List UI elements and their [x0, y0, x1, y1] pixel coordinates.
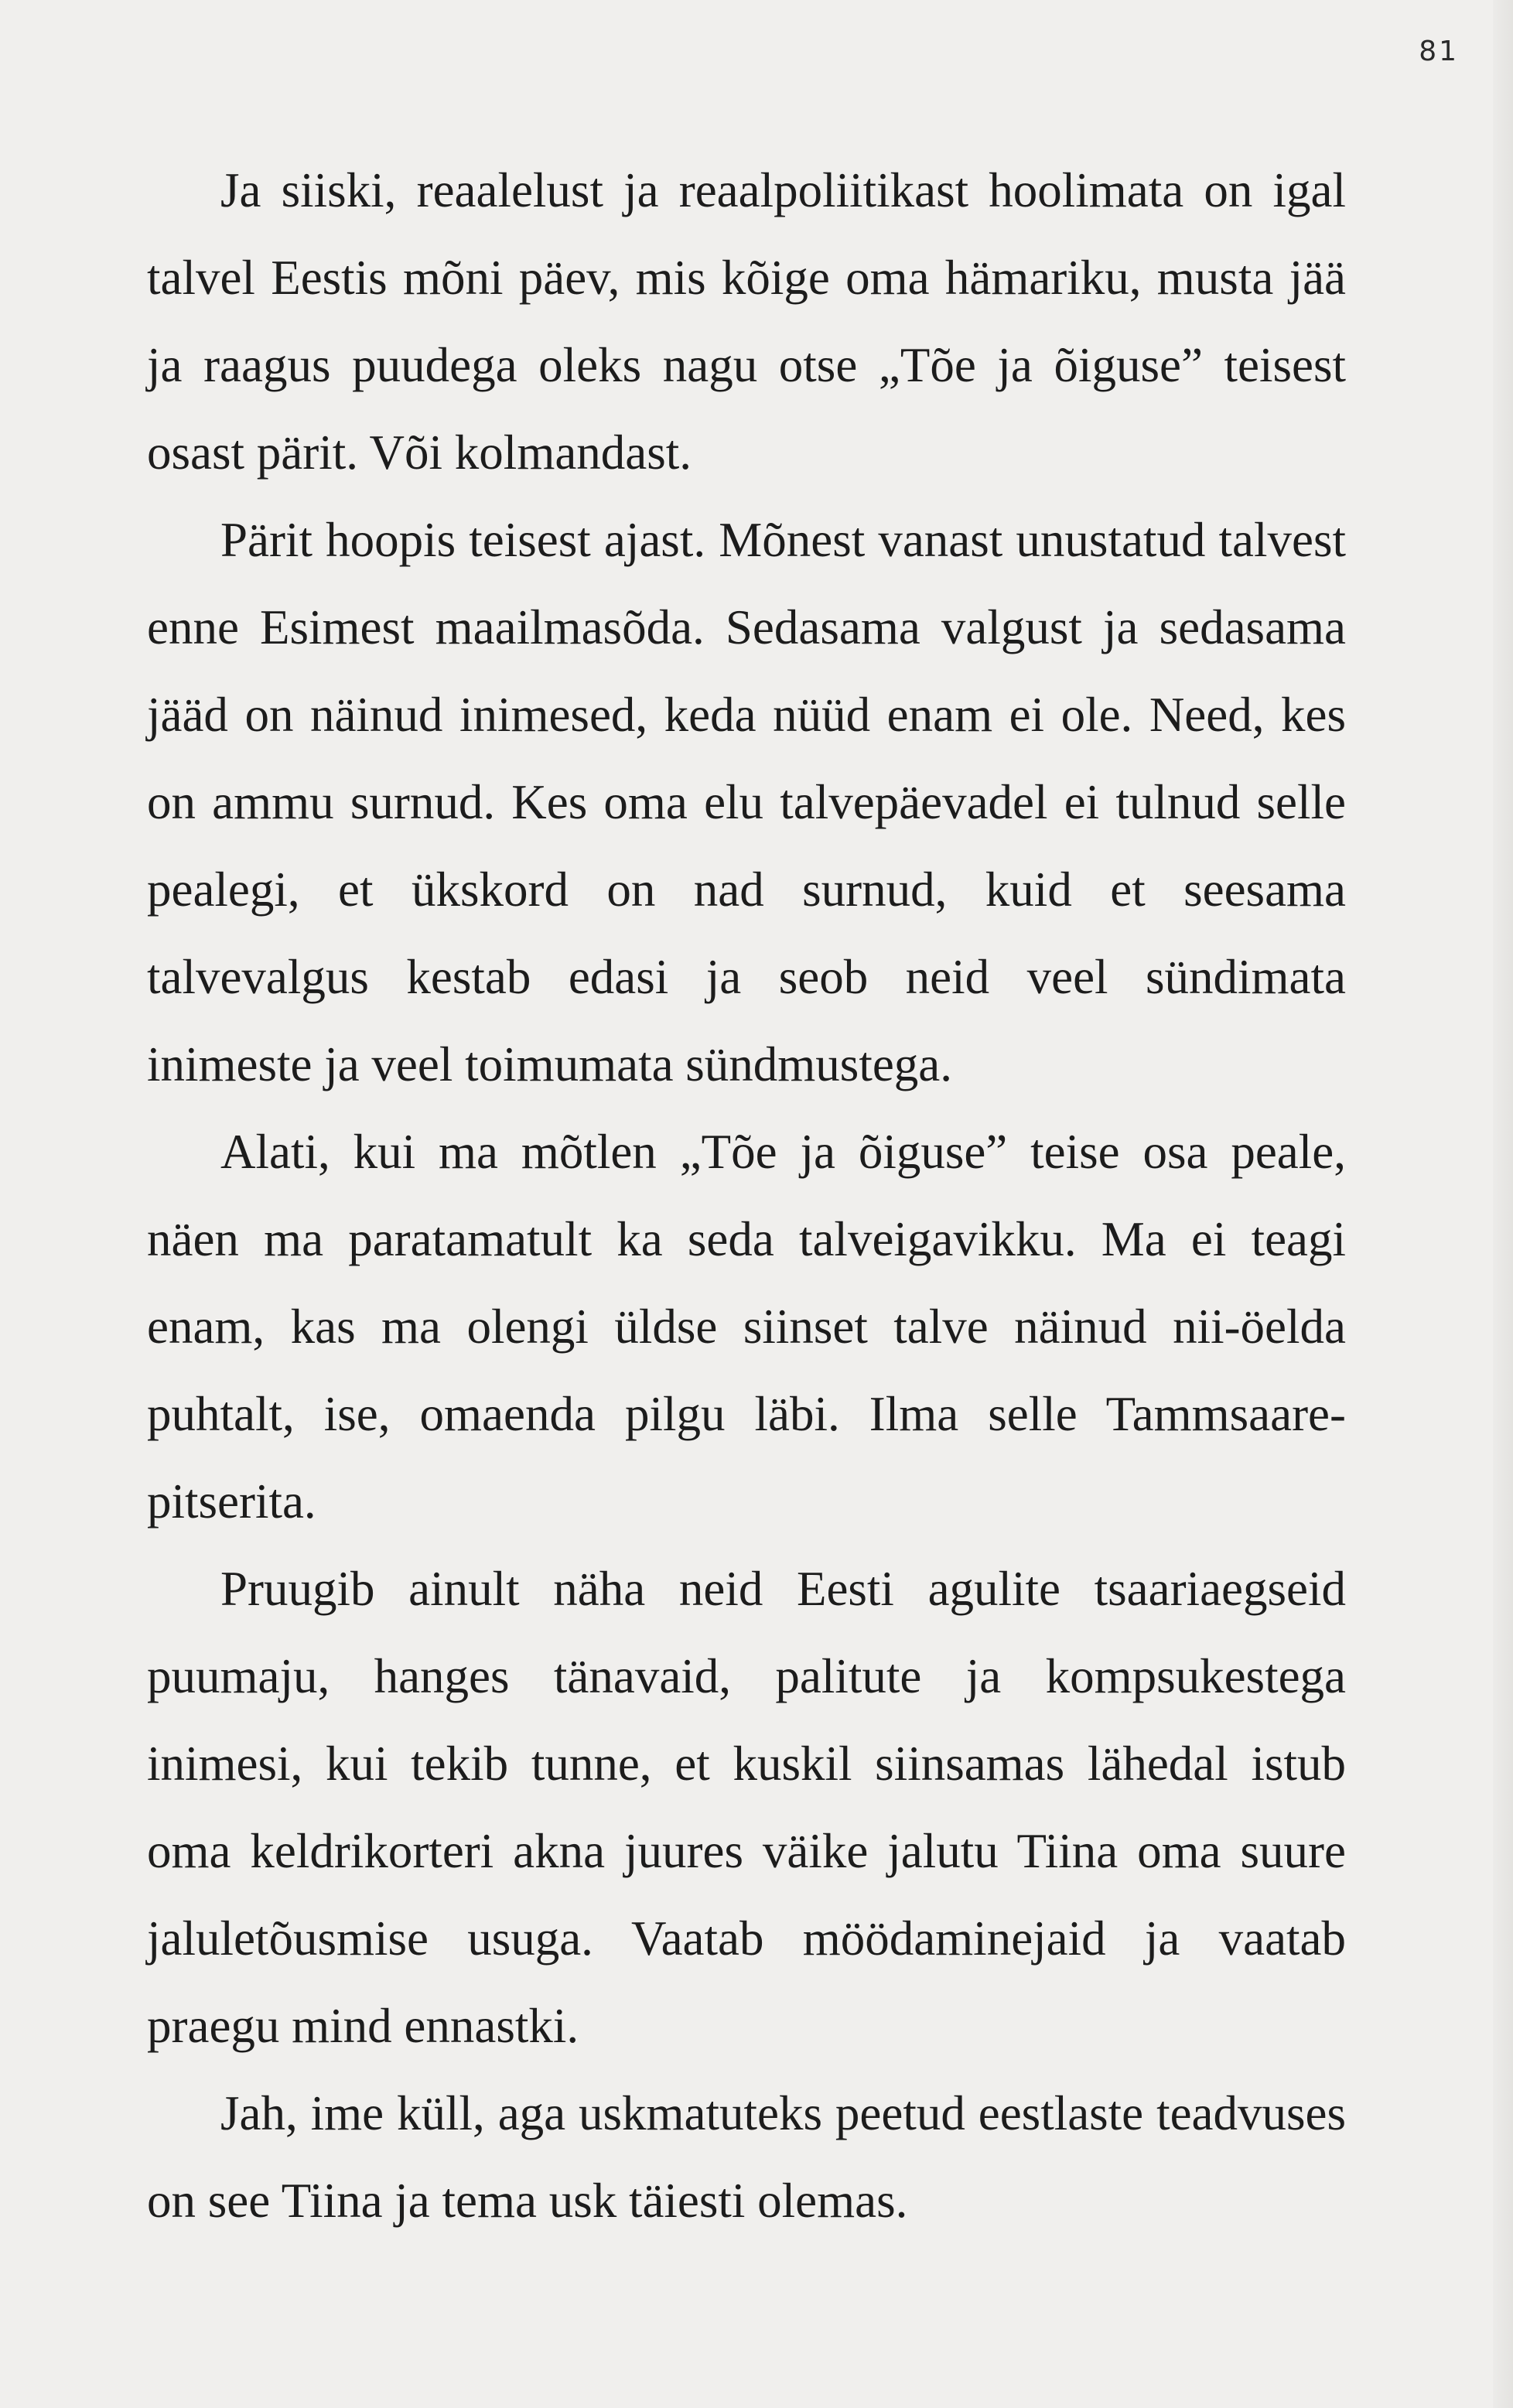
page-number: 81: [1419, 36, 1459, 67]
paragraph-1: Ja siiski, reaalelust ja reaalpoliitikast hoolimata on igal talvel Eestis mõni päev, mis kõige oma hämariku, musta jää ja raagus puudega oleks nagu otse „Tõe ja õiguse” teisest osast pärit. Või kolmandast.: [147, 163, 1346, 480]
page-gutter-shadow: [1493, 0, 1513, 2408]
paragraph-2: Pärit hoopis teisest ajast. Mõnest vanast unustatud talvest enne Esimest maailmasõda. Sedasama valgust ja sedasama jääd on näinud inimesed, keda nüüd enam ei ole. Need, kes on ammu surnud. Kes oma elu talvepäevadel ei tulnud selle pealegi, et ükskord on nad surnud, kuid et seesama talvevalgus kestab edasi ja seob neid veel sündimata inimeste ja veel toimumata sündmustega.: [147, 513, 1346, 1091]
body-text: [147, 147, 1346, 2245]
paragraph-4: Pruugib ainult näha neid Eesti agulite tsaariaegseid puumaju, hanges tänavaid, palitute ja kompsukestega inimesi, kui tekib tunne, et kuskil siinsamas lähedal istub oma keldrikorteri akna juures väike jalutu Tiina oma suure jaluletõusmise usuga. Vaatab möödaminejaid ja vaatab praegu mind ennastki.: [147, 1562, 1346, 2053]
paragraph-5: Jah, ime küll, aga uskmatuteks peetud eestlaste teadvuses on see Tiina ja tema usk täiesti olemas.: [147, 2086, 1346, 2228]
paragraph-3: Alati, kui ma mõtlen „Tõe ja õiguse” teise osa peale, näen ma paratamatult ka seda talveigavikku. Ma ei teagi enam, kas ma olengi üldse siinset talve näinud nii-öelda puhtalt, ise, omaenda pilgu läbi. Ilma selle Tammsaare-pitserita.: [147, 1125, 1346, 1528]
